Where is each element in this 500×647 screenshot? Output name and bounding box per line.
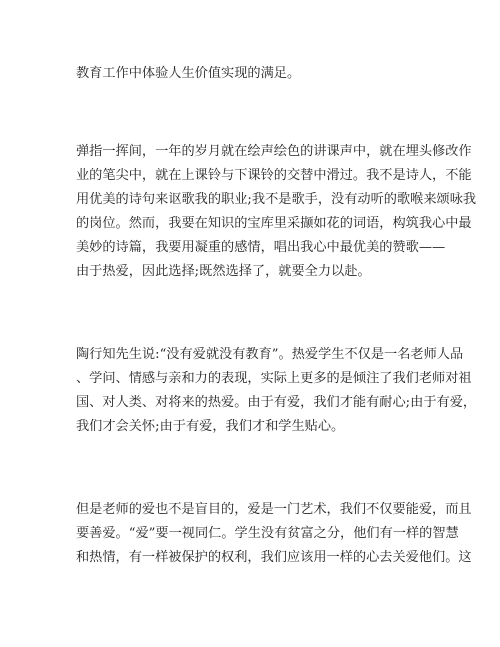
paragraph-2-line-3: 用优美的诗句来讴歌我的职业;我不是歌手，没有动听的歌喉来颂咏我 [76,192,477,207]
paragraph-3-line-3: 国、对人类、对将来的热爱。由于有爱，我们才能有耐心;由于有爱， [76,395,477,410]
paragraph-4-line-1: 但是老师的爱也不是盲目的，爱是一门艺术，我们不仅要能爱，而且 [76,502,472,517]
paragraph-2-line-5: 美妙的诗篇，我要用凝重的感情，唱出我心中最优美的赞歌—— [76,240,446,255]
paragraph-2-line-6: 由于热爱，因此选择;既然选择了，就要全力以赴。 [76,264,371,279]
paragraph-4-line-3: 和热情，有一样被保护的权利，我们应该用一样的心去关爱他们。这 [76,550,472,565]
paragraph-1-line-1: 教育工作中体验人生价值实现的满足。 [76,66,301,81]
paragraph-2-line-4: 的岗位。然而，我要在知识的宝库里采撷如花的词语，构筑我心中最 [76,216,472,231]
paragraph-2-line-1: 弹指一挥间，一年的岁月就在绘声绘色的讲课声中，就在埋头修改作 [76,144,472,159]
paragraph-2-line-2: 业的笔尖中，就在上课铃与下课铃的交替中滑过。我不是诗人，不能 [76,168,472,183]
paragraph-3-line-2: 、学问、情感与亲和力的表现，实际上更多的是倾注了我们老师对祖 [76,371,472,386]
paragraph-4-line-2: 要善爱。“爱”要一视同仁。学生没有贫富之分，他们有一样的智慧 [76,526,459,541]
paragraph-3-line-1: 陶行知先生说:“没有爱就没有教育”。热爱学生不仅是一名老师人品 [76,347,464,362]
paragraph-3-line-4: 我们才会关怀;由于有爱，我们才和学生贴心。 [76,419,345,434]
